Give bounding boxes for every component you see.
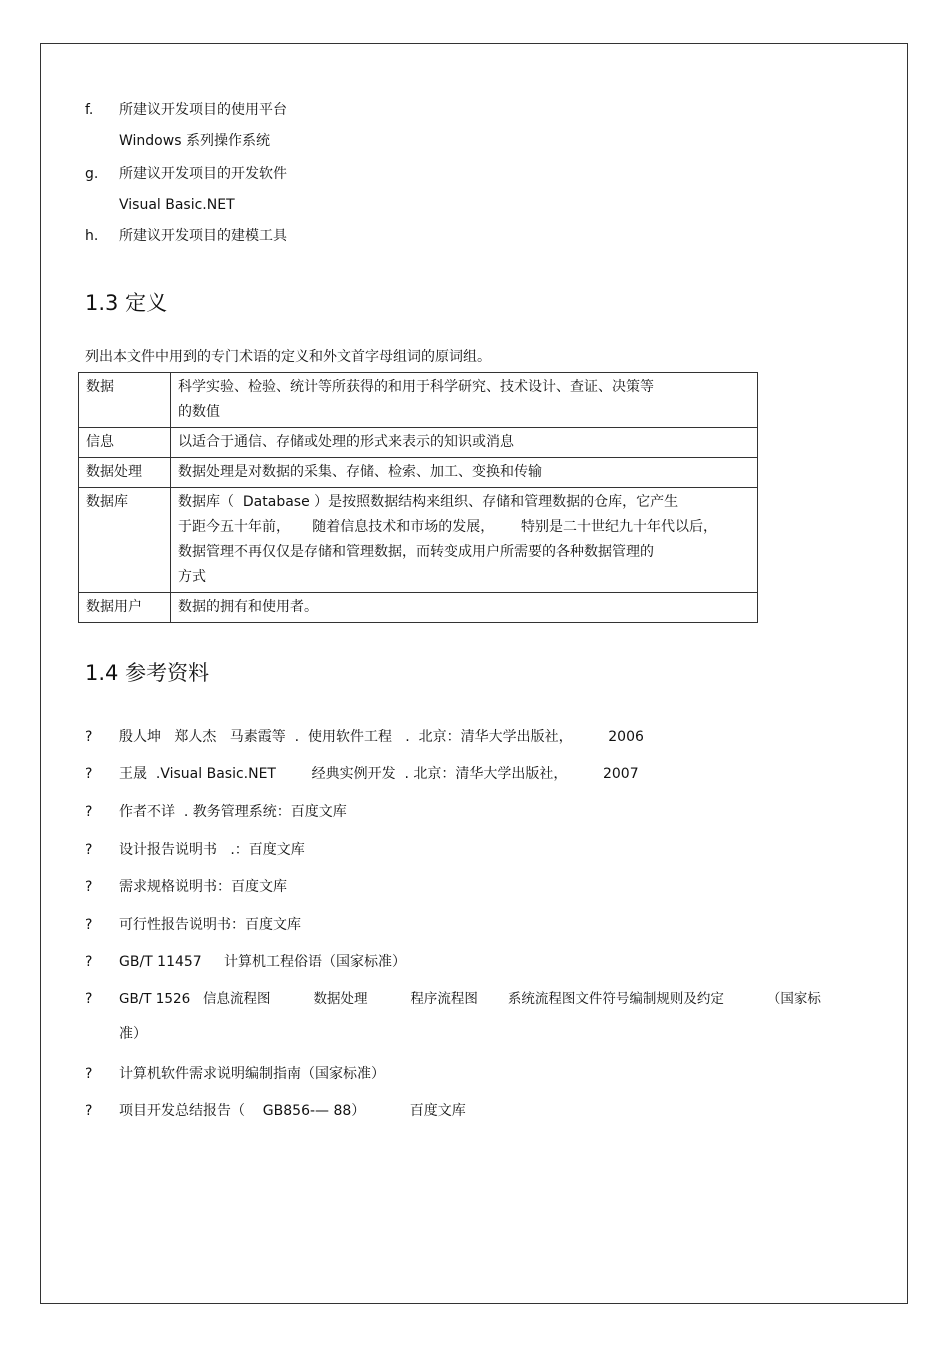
list-value-platform: Windows 系列操作系统 bbox=[119, 133, 270, 149]
reference-bullet: ? bbox=[85, 879, 93, 895]
definition-cell bbox=[171, 458, 758, 488]
reference-bullet: ? bbox=[85, 729, 93, 745]
table-row bbox=[79, 373, 758, 428]
reference-item: 可行性报告说明书：百度文库 bbox=[119, 917, 301, 933]
list-label-platform: 所建议开发项目的使用平台 bbox=[119, 102, 287, 118]
reference-item: 项目开发总结报告（ GB856-— 88） 百度文库 bbox=[119, 1103, 466, 1119]
definition-line: 数据库（ Database ）是按照数据结构来组织、存储和管理数据的仓库，它产生 bbox=[178, 494, 679, 510]
definition-line: 于距今五十年前， 随着信息技术和市场的发展， 特别是二十世纪九十年代以后， bbox=[178, 519, 717, 535]
reference-item: GB/T 11457 计算机工程俗语（国家标准） bbox=[119, 954, 406, 970]
reference-bullet: ? bbox=[85, 954, 93, 970]
reference-bullet: ? bbox=[85, 1103, 93, 1119]
reference-bullet: ? bbox=[85, 917, 93, 933]
term-cell: 数据处理 bbox=[79, 458, 171, 488]
reference-item: 殷人坤 郑人杰 马素霞等 . 使用软件工程 . 北京：清华大学出版社， 2006 bbox=[119, 729, 644, 745]
table-row bbox=[79, 593, 758, 623]
reference-item: GB/T 1526 信息流程图 数据处理 程序流程图 系统流程图文件符号编制规则及约定 （国家标 bbox=[119, 991, 821, 1007]
term-cell: 信息 bbox=[79, 428, 171, 458]
definition-line: 的数值 bbox=[178, 404, 220, 420]
reference-bullet: ? bbox=[85, 991, 93, 1007]
definition-cell bbox=[171, 428, 758, 458]
definitions-table bbox=[78, 372, 758, 623]
reference-item: 需求规格说明书：百度文库 bbox=[119, 879, 287, 895]
definition-line: 方式 bbox=[178, 569, 206, 585]
definition-cell bbox=[171, 593, 758, 623]
reference-item: 设计报告说明书 .：百度文库 bbox=[119, 842, 305, 858]
definition-line: 以适合于通信、存储或处理的形式来表示的知识或消息 bbox=[178, 434, 514, 450]
reference-bullet: ? bbox=[85, 804, 93, 820]
list-marker-h: h. bbox=[85, 228, 99, 244]
term-cell: 数据用户 bbox=[79, 593, 171, 623]
list-marker-f: f. bbox=[85, 102, 94, 118]
table-row bbox=[79, 458, 758, 488]
definition-line: 数据管理不再仅仅是存储和管理数据，而转变成用户所需要的各种数据管理的 bbox=[178, 544, 654, 560]
definition-line: 科学实验、检验、统计等所获得的和用于科学研究、技术设计、查证、决策等 bbox=[178, 379, 654, 395]
section-heading-definitions: 1.3 定义 bbox=[85, 291, 168, 315]
reference-item-continuation: 准） bbox=[119, 1026, 147, 1042]
reference-bullet: ? bbox=[85, 842, 93, 858]
definition-line: 数据的拥有和使用者。 bbox=[178, 599, 318, 615]
term-cell: 数据库 bbox=[79, 488, 171, 593]
reference-item: 计算机软件需求说明编制指南（国家标准） bbox=[119, 1066, 385, 1082]
definition-cell bbox=[171, 373, 758, 428]
reference-item: 王晟 .Visual Basic.NET 经典实例开发 . 北京：清华大学出版社， 2007 bbox=[119, 766, 639, 782]
section-heading-references: 1.4 参考资料 bbox=[85, 661, 210, 685]
table-row bbox=[79, 488, 758, 593]
reference-item: 作者不详 . 教务管理系统：百度文库 bbox=[119, 804, 347, 820]
definition-cell bbox=[171, 488, 758, 593]
table-row bbox=[79, 428, 758, 458]
list-marker-g: g. bbox=[85, 166, 99, 182]
reference-bullet: ? bbox=[85, 766, 93, 782]
reference-bullet: ? bbox=[85, 1066, 93, 1082]
list-value-software: Visual Basic.NET bbox=[119, 197, 235, 213]
definition-line: 数据处理是对数据的采集、存储、检索、加工、变换和传输 bbox=[178, 464, 542, 480]
term-cell: 数据 bbox=[79, 373, 171, 428]
section-intro: 列出本文件中用到的专门术语的定义和外文首字母组词的原词组。 bbox=[85, 349, 491, 365]
list-label-software: 所建议开发项目的开发软件 bbox=[119, 166, 287, 182]
list-label-modeling: 所建议开发项目的建模工具 bbox=[119, 228, 287, 244]
